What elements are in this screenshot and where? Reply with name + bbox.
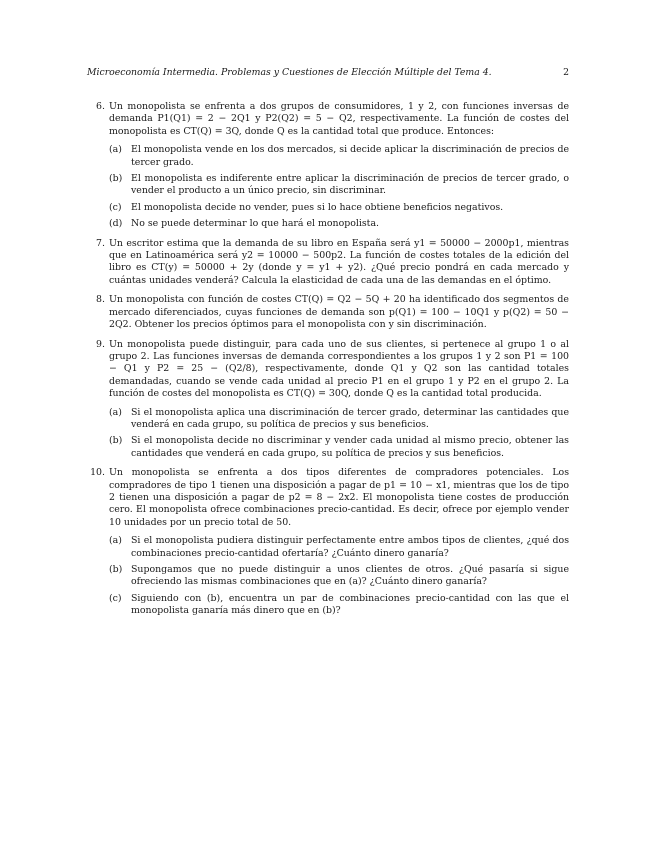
option-item (109, 593, 569, 618)
option-text: Si el monopolista aplica una discriminación de tercer grado, determinar las cantidades que venderá en cada grupo, su política de precios y sus beneficios. (131, 406, 569, 430)
question-10 (87, 467, 569, 617)
question-7 (87, 238, 569, 288)
question-6 (87, 101, 569, 231)
question-number: 9. (96, 338, 105, 350)
question-9 (87, 339, 569, 461)
option-label: (b) (109, 435, 123, 447)
option-list (109, 535, 569, 617)
question-text: Un monopolista se enfrenta a dos grupos de consumidores, 1 y 2, con funciones inversas de demanda P1(Q1) = 2 − 2Q1 y P2(Q2) = 5 − Q2, respectivamente. La función de costes del monopolista es CT(Q) = 3Q, donde Q es la cantidad total que produce. Entonces: (109, 101, 569, 137)
option-item (109, 218, 569, 230)
option-text: Siguiendo con (b), encuentra un par de combinaciones precio-cantidad con las que el monopolista ganaría más dinero que en (b)? (131, 592, 569, 617)
option-label: (b) (109, 173, 123, 185)
option-item (109, 144, 569, 169)
option-label: (a) (109, 144, 122, 156)
question-number: 8. (96, 294, 105, 306)
question-number: 7. (96, 237, 105, 249)
running-header (87, 67, 569, 79)
problem-list (87, 101, 569, 625)
option-item (109, 535, 569, 560)
option-item (109, 202, 569, 214)
question-number: 10. (90, 467, 105, 479)
option-label: (d) (109, 218, 123, 230)
option-label: (c) (109, 592, 122, 604)
question-text: Un monopolista con función de costes CT(Q) = Q2 − 5Q + 20 ha identificado dos segmentos de mercado diferenciados, cuyas funciones de demanda son p(Q1) = 100 − 10Q1 y p(Q2) = 50 − 2Q2. Obtener los precios óptimos para el monopolista con y sin discriminación. (109, 294, 569, 331)
option-label: (b) (109, 564, 123, 575)
option-list (109, 144, 569, 230)
question-number: 6. (96, 101, 105, 112)
option-text: Si el monopolista decide no discriminar y vender cada unidad al mismo precio, obtener las cantidades que venderá en cada grupo, su política de precios y sus beneficios. (131, 435, 569, 459)
option-text: Si el monopolista pudiera distinguir perfectamente entre ambos tipos de clientes, ¿qué dos combinaciones precio-cantidad ofertaría? ¿Cuánto dinero ganaría? (131, 535, 569, 559)
option-label: (a) (109, 535, 122, 547)
option-label: (c) (109, 201, 122, 213)
option-label: (a) (109, 406, 122, 418)
question-text: Un monopolista se enfrenta a dos tipos diferentes de compradores potenciales. Los compradores de tipo 1 tienen una disposición a pagar de p1 = 10 − x1, mientras que los de tipo 2 tienen una disposición a pagar de p2 = 8 − 2x2. El monopolista tiene costes de producción cero. El monopolista ofrece combinaciones precio-cantidad. Es decir, ofrece por ejemplo vender 10 unidades por un precio total de 50. (109, 467, 569, 528)
option-text: Supongamos que no puede distinguir a unos clientes de otros. ¿Qué pasaría si sigue ofreciendo las mismas combinaciones que en (a)? ¿Cuánto dinero ganaría? (131, 564, 569, 588)
option-text: El monopolista vende en los dos mercados, si decide aplicar la discriminación de precios de tercer grado. (131, 144, 569, 168)
option-item (109, 173, 569, 198)
option-item (109, 407, 569, 432)
question-text: Un escritor estima que la demanda de su libro en España será y1 = 50000 − 2000p1, mientras que en Latinoamérica será y2 = 10000 − 500p2. La función de costes totales de la edición del libro es CT(y) = 50000 + 2y (donde y = y1 + y2). ¿Qué precio pondrá en cada mercado y cuántas unidades venderá? Calcula la elasticidad de cada una de las demandas en el óptimo. (109, 237, 569, 286)
header-title: Microeconomía Intermedia. Problemas y Cuestiones de Elección Múltiple del Tema 4. (87, 67, 492, 78)
question-8 (87, 294, 569, 331)
option-text: El monopolista decide no vender, pues si lo hace obtiene beneficios negativos. (131, 201, 504, 213)
option-text: El monopolista es indiferente entre aplicar la discriminación de precios de tercer grado, o vender el producto a un único precio, sin discriminar. (131, 173, 569, 197)
question-text: Un monopolista puede distinguir, para cada uno de sus clientes, si pertenece al grupo 1 o al grupo 2. Las funciones inversas de demanda correspondientes a los grupos 1 y 2 son P1 = 100 − Q1 y P2 = 25 − (Q2/8), respectivamente, donde Q1 y Q2 son las cantidad totales demandadas, cuando se vende cada unidad al precio P1 en el grupo 1 y P2 en el grupo 2. La función de costes del monopolista es CT(Q) = 30Q, donde Q es la cantidad total producida. (109, 338, 569, 400)
option-item (109, 564, 569, 589)
option-text: No se puede determinar lo que hará el monopolista. (131, 218, 380, 230)
option-list (109, 407, 569, 461)
option-item (109, 435, 569, 460)
page-number: 2 (563, 67, 569, 78)
